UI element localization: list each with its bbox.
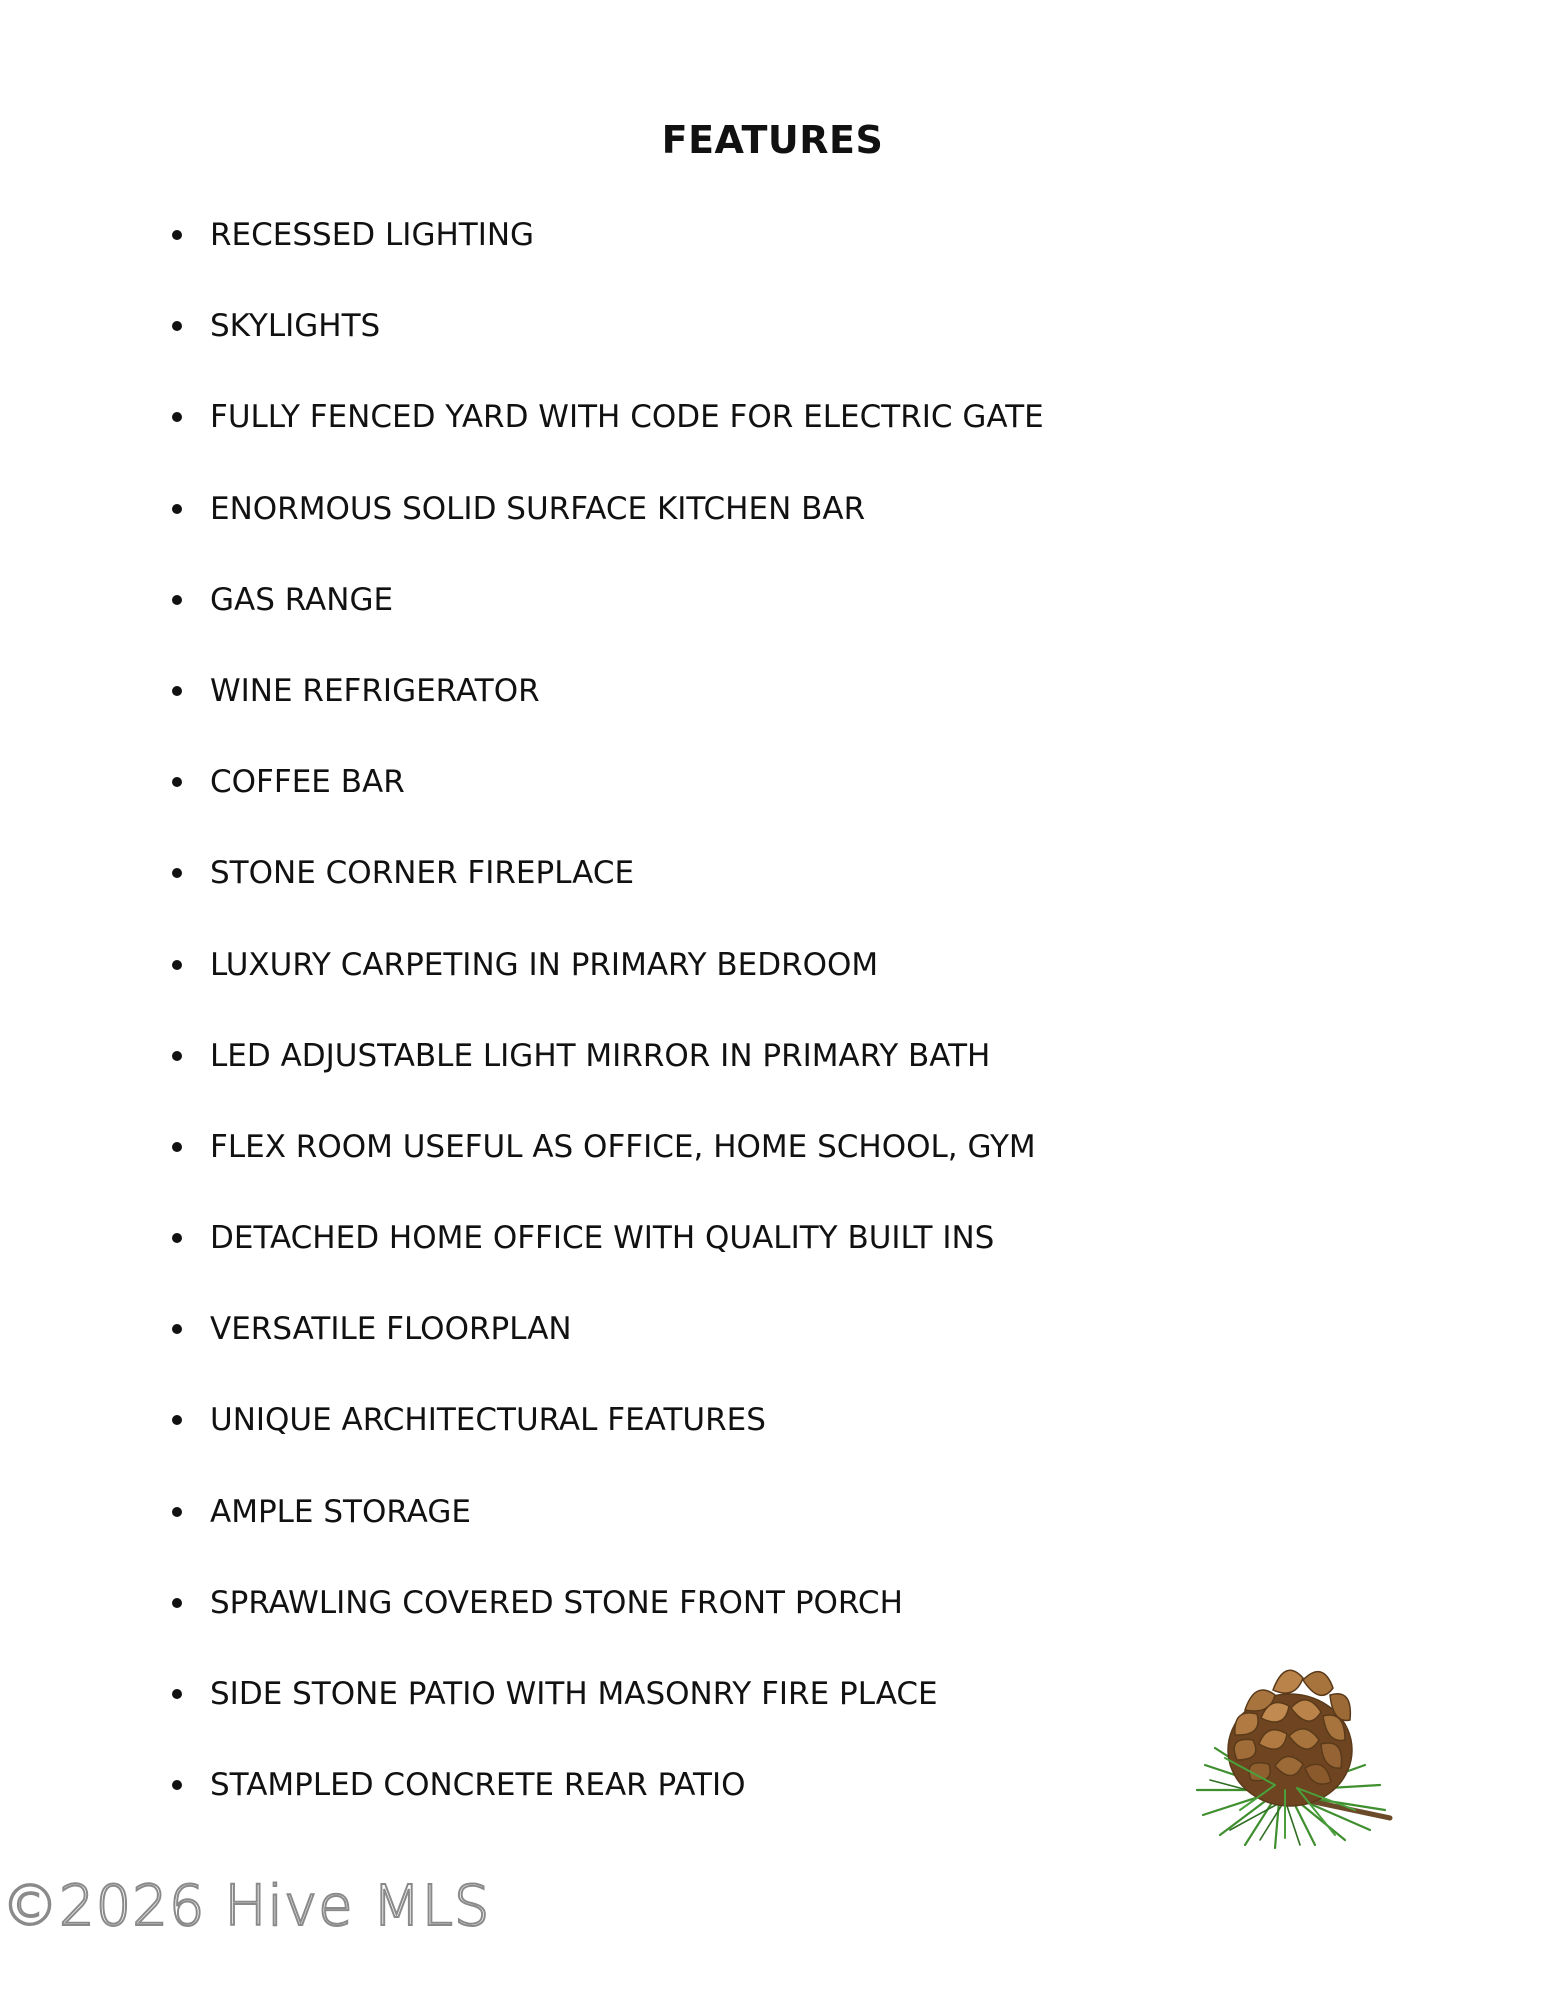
bullet-icon	[172, 321, 182, 331]
feature-text: ENORMOUS SOLID SURFACE KITCHEN BAR	[210, 490, 866, 527]
bullet-icon	[172, 1142, 182, 1152]
feature-text: LUXURY CARPETING IN PRIMARY BEDROOM	[210, 946, 879, 983]
bullet-icon	[172, 1598, 182, 1608]
feature-text: SKYLIGHTS	[210, 308, 381, 345]
watermark: ©2026 Hive MLS	[2, 1874, 491, 1939]
bullet-icon	[172, 412, 182, 422]
bullet-icon	[172, 1689, 182, 1699]
feature-text: RECESSED LIGHTING	[210, 217, 535, 253]
bullet-icon	[172, 1415, 182, 1425]
bullet-icon	[172, 1507, 182, 1517]
bullet-icon	[172, 595, 182, 605]
feature-text: STONE CORNER FIREPLACE	[210, 855, 635, 892]
pinecone-icon	[1185, 1640, 1405, 1850]
feature-text: UNIQUE ARCHITECTURAL FEATURES	[210, 1402, 766, 1439]
bullet-icon	[172, 504, 182, 514]
feature-text: FULLY FENCED YARD WITH CODE FOR ELECTRIC GATE	[210, 399, 1044, 436]
pinecone-scales	[1228, 1670, 1352, 1806]
feature-text: AMPLE STORAGE	[210, 1493, 471, 1530]
page-title: FEATURES	[661, 118, 884, 162]
feature-text: SIDE STONE PATIO WITH MASONRY FIRE PLACE	[210, 1676, 938, 1712]
bullet-icon	[172, 868, 182, 878]
feature-text: WINE REFRIGERATOR	[210, 672, 540, 709]
feature-text: FLEX ROOM USEFUL AS OFFICE, HOME SCHOOL, GYM	[210, 1128, 1036, 1165]
bullet-icon	[172, 1233, 182, 1243]
feature-text: VERSATILE FLOORPLAN	[210, 1311, 572, 1348]
feature-text: SPRAWLING COVERED STONE FRONT PORCH	[210, 1584, 903, 1621]
feature-text: GAS RANGE	[210, 581, 394, 618]
feature-text: DETACHED HOME OFFICE WITH QUALITY BUILT INS	[210, 1220, 995, 1257]
bullet-icon	[172, 686, 182, 696]
feature-text: COFFEE BAR	[210, 764, 405, 801]
bullet-icon	[172, 1780, 182, 1790]
bullet-icon	[172, 230, 182, 240]
feature-text: STAMPLED CONCRETE REAR PATIO	[210, 1767, 746, 1804]
bullet-icon	[172, 960, 182, 970]
bullet-icon	[172, 1324, 182, 1334]
feature-text: LED ADJUSTABLE LIGHT MIRROR IN PRIMARY BATH	[210, 1037, 991, 1074]
bullet-icon	[172, 777, 182, 787]
bullet-icon	[172, 1051, 182, 1061]
